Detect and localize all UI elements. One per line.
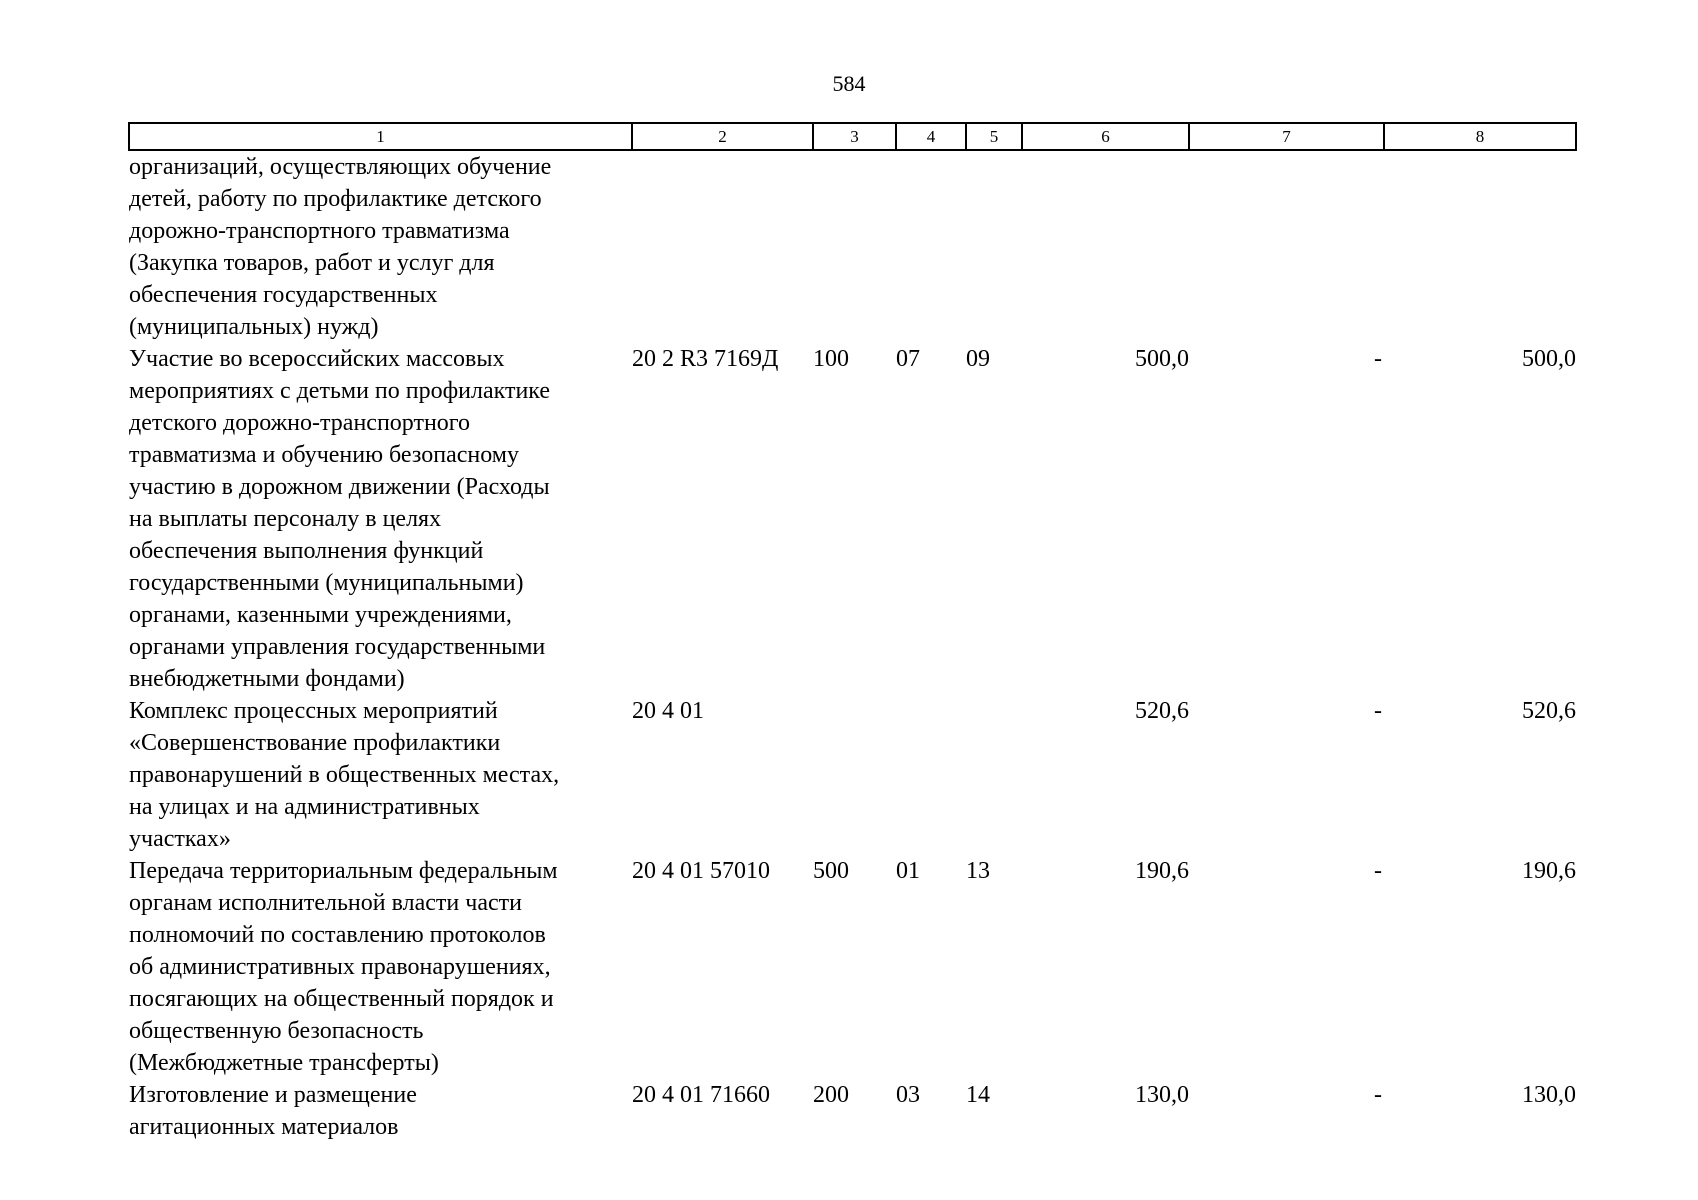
header-col-4: 4 [896,123,966,150]
row-section: 03 [896,1082,920,1108]
row-section: 01 [896,858,920,884]
row-amount-col8: 520,6 [1522,698,1576,724]
row-section [896,150,966,343]
header-col-7: 7 [1189,123,1384,150]
header-col-3: 3 [813,123,896,150]
table-row [129,855,1576,1079]
row-description: организаций, осуществляющих обучение детей, работу по профилактике детского дорожно-транспортного травматизма (Закупка товаров, работ и услуг для обеспечения государственных (муниципальных) нужд) [129,154,552,340]
row-section [896,695,966,855]
row-amount-col6 [1022,150,1189,343]
row-amount-col8: 500,0 [1522,346,1576,372]
row-subsection [966,150,1022,343]
table-header [129,123,1576,150]
row-amount-col6: 500,0 [1135,346,1189,372]
row-amount-col7: - [1374,1082,1382,1108]
row-amount-col7 [1189,150,1384,343]
row-target-code: 20 4 01 57010 [632,858,770,884]
page-number: 584 [832,71,866,96]
row-description: Участие во всероссийских массовых мероприятиях с детьми по профилактике детского дорожно-транспортного травматизма и обучению безопасному участию в дорожном движении (Расходы на выплаты персоналу в целях обеспечения выполнения функций государственными (муниципальными) органами, казенными учреждениями, органами управления государственными внебюджетными фондами) [129,346,551,692]
row-target-code: 20 4 01 71660 [632,1082,770,1108]
row-section: 07 [896,346,920,372]
row-expense-type: 500 [813,858,849,884]
row-expense-type [813,150,896,343]
budget-table [128,122,1577,1143]
row-subsection [966,695,1022,855]
header-col-5: 5 [966,123,1022,150]
row-target-code: 20 4 01 [632,698,704,724]
row-amount-col8: 190,6 [1522,858,1576,884]
row-amount-col7: - [1374,346,1382,372]
row-description: Комплекс процессных мероприятий «Совершенствование профилактики правонарушений в общественных местах, на улицах и на административных участках» [129,698,560,852]
row-subsection: 13 [966,858,990,884]
table-body [129,150,1576,1143]
row-amount-col7: - [1374,698,1382,724]
row-amount-col8 [1384,150,1576,343]
header-col-6: 6 [1022,123,1189,150]
header-col-8: 8 [1384,123,1576,150]
row-amount-col8: 130,0 [1522,1082,1576,1108]
row-subsection: 09 [966,346,990,372]
row-description: Передача территориальным федеральным органам исполнительной власти части полномочий по составлению протоколов об административных правонарушениях, посягающих на общественный порядок и общественную безопасность (Межбюджетные трансферты) [129,858,558,1076]
row-target-code: 20 2 R3 7169Д [632,346,779,372]
row-amount-col6: 520,6 [1135,698,1189,724]
row-description: Изготовление и размещение агитационных материалов [129,1082,417,1140]
table-row [129,343,1576,695]
table-row [129,150,1576,343]
header-col-1: 1 [129,123,632,150]
row-expense-type: 200 [813,1082,849,1108]
row-amount-col7: - [1374,858,1382,884]
row-expense-type [813,695,896,855]
table-row [129,1079,1576,1143]
row-expense-type: 100 [813,346,849,372]
row-amount-col6: 130,0 [1135,1082,1189,1108]
row-subsection: 14 [966,1082,990,1108]
header-col-2: 2 [632,123,813,150]
table-row [129,695,1576,855]
row-target-code [632,150,813,343]
row-amount-col6: 190,6 [1135,858,1189,884]
header-row [129,123,1576,150]
